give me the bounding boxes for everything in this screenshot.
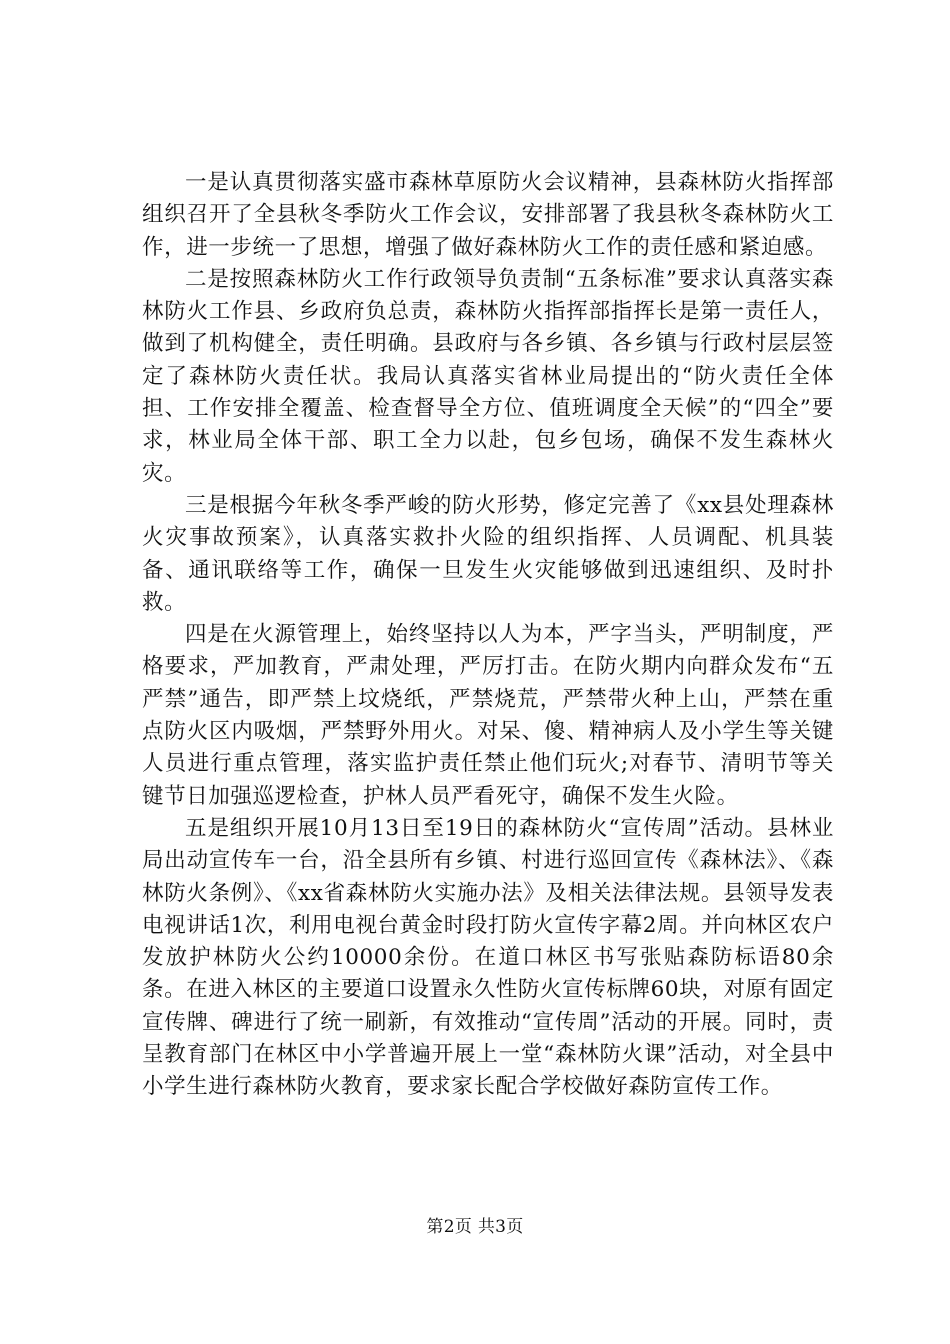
page-footer: 第2页 共3页 (426, 1217, 524, 1237)
paragraph-3: 三是根据今年秋冬季严峻的防火形势，修定完善了《xx县处理森林火灾事故预案》，认真落实救扑火险的组织指挥、人员调配、机具装备、通讯联络等工作，确保一旦发生火灾能够做到迅速组织、及时扑救。 (142, 492, 834, 615)
paragraph-5: 五是组织开展10月13日至19日的森林防火“宣传周”活动。县林业局出动宣传车一台，沿全县所有乡镇、村进行巡回宣传《森林法》、《森林防火条例》、《xx省森林防火实施办法》及相关法律法规。县领导发表电视讲话1次，利用电视台黄金时段打防火宣传字幕2周。并向林区农户发放护林防火公约10000余份。在道口林区书写张贴森防标语80余条。在进入林区的主要道口设置永久性防火宣传标牌60块，对原有固定宣传牌、碑进行了统一刷新，有效推动“宣传周”活动的开展。同时，责呈教育部门在林区中小学普遍开展上一堂“森林防火课”活动，对全县中小学生进行森林防火教育，要求家长配合学校做好森防宣传工作。 (142, 815, 834, 1100)
document-body (142, 167, 834, 1104)
paragraph-2: 二是按照森林防火工作行政领导负责制“五条标准”要求认真落实森林防火工作县、乡政府负总责，森林防火指挥部指挥长是第一责任人，做到了机构健全，责任明确。县政府与各乡镇、各乡镇与行政村层层签定了森林防火责任状。我局认真落实省林业局提出的“防火责任全体担、工作安排全覆盖、检查督导全方位、值班调度全天候”的“四全”要求，林业局全体干部、职工全力以赴，包乡包场，确保不发生森林火灾。 (142, 266, 834, 486)
paragraph-4: 四是在火源管理上，始终坚持以人为本，严字当头，严明制度，严格要求，严加教育，严肃处理，严厉打击。在防火期内向群众发布“五严禁”通告，即严禁上坟烧纸，严禁烧荒，严禁带火种上山，严禁在重点防火区内吸烟，严禁野外用火。对呆、傻、精神病人及小学生等关键人员进行重点管理，落实监护责任禁止他们玩火;对春节、清明节等关键节日加强巡逻检查，护林人员严看死守，确保不发生火险。 (142, 622, 834, 809)
paragraph-1: 一是认真贯彻落实盛市森林草原防火会议精神，县森林防火指挥部组织召开了全县秋冬季防火工作会议，安排部署了我县秋冬森林防火工作，进一步统一了思想，增强了做好森林防火工作的责任感和紧迫感。 (142, 170, 834, 260)
